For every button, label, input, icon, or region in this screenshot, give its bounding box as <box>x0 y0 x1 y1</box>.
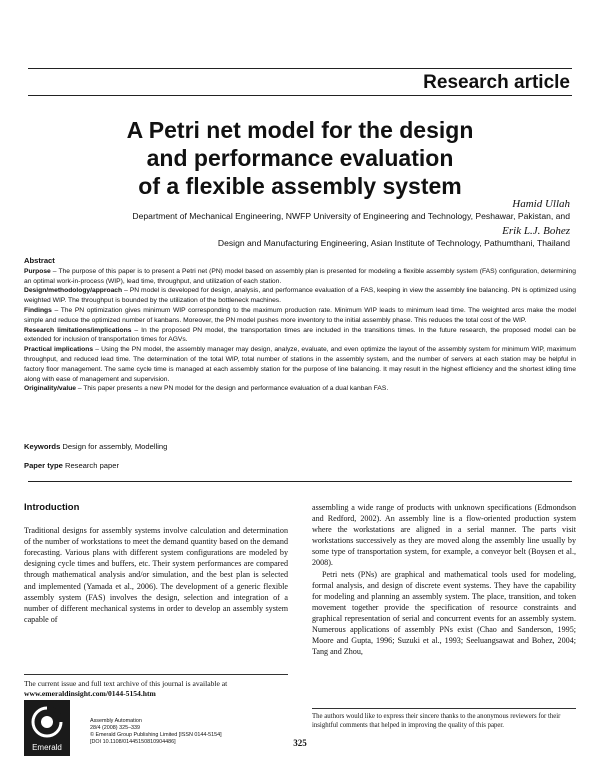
author-affiliation: Department of Mechanical Engineering, NWFP University of Engineering and Technology, Peshawar, Pakistan, and <box>132 211 570 221</box>
journal-archive-note <box>24 674 288 699</box>
body-column-right <box>312 502 576 657</box>
body-paragraph: assembling a wide range of products with unknown specifications (Edmondson and Redford, 2002). An assembly line is a flow-oriented production system where the workstations are aligned in a serial manner. The parts visit workstations successively as they are moved along the assembly line usually by some type of transportation system, for example, a conveyor belt (Boysen et al., 2008). <box>312 503 576 568</box>
journal-info-line: 28/4 (2008) 325–339 <box>90 725 141 731</box>
journal-info-line: Assembly Automation <box>90 718 142 724</box>
header-rule-bottom <box>28 95 572 96</box>
journal-info-line: [DOI 10.1108/01445150810904486] <box>90 739 176 745</box>
abstract-limitations: Research limitations/implications – In the proposed PN model, the transportation times are included in the transitions times. In the future research, the proposed model can be extended for inclusion of transportation times for AGVs. <box>24 326 576 344</box>
title-line: of a flexible assembly system <box>138 173 462 199</box>
section-divider <box>28 481 572 482</box>
abstract <box>24 256 576 394</box>
abstract-methodology: Design/methodology/approach – PN model is developed for design, analysis, and performance evaluation of a FAS, keeping in view the assembly line balancing. PN is optimized using weighted WIP. The throughput is bounded by the utilization of the bottleneck machines. <box>24 287 576 305</box>
abstract-originality: Originality/value – This paper presents a new PN model for the design and performance evaluation of a dual kanban FAS. <box>24 385 389 393</box>
paper-type: Paper type Research paper <box>24 461 119 470</box>
author-name: Erik L.J. Bohez <box>502 225 570 237</box>
abstract-heading: Abstract <box>24 256 55 265</box>
footer-rule <box>24 674 288 675</box>
paper-title <box>100 116 500 200</box>
body-column-left <box>24 502 288 625</box>
body-paragraph: Petri nets (PNs) are graphical and mathematical tools used for modeling, formal analysis, and design of discrete event systems. They have the capability for modeling and planning an assembly system. The place, transition, and token movement together provide the specification of resource constraints and graphical representation of serial and concurrent events for an assembly system. Numerous applications of assembly PNs exist (Chao and Sanderson, 1995; Moore and Gupta, 1996; Suzuki et al., 1993; Seeluangsawat and Bohez, 2004; Tang and Zhou, <box>312 569 576 657</box>
header-rule-top <box>28 68 572 69</box>
keywords: Keywords Design for assembly, Modelling <box>24 442 168 451</box>
journal-info-line: © Emerald Group Publishing Limited [ISSN 0144-5154] <box>90 732 222 738</box>
abstract-findings: Findings – The PN optimization gives minimum WIP corresponding to the maximum production rate. Minimum WIP leads to minimum lead time. The weighted arcs make the model simple and reduce the optimized number of kanbans. Moreover, the PN model pushes more inventory to the initial assembly phase. This reduces the total cost of the WIP. <box>24 306 576 324</box>
abstract-purpose: Purpose – The purpose of this paper is to present a Petri net (PN) model based on assembly plan is presented for modeling a flexible assembly system (FAS) configuration, determining an optimal work-in-process (WIP), lead time, throughput, and utilization of each station. <box>24 267 576 285</box>
emerald-logo-text: Emerald <box>32 743 62 752</box>
title-line: A Petri net model for the design <box>126 117 474 143</box>
acknowledgement <box>312 708 576 730</box>
title-line: and performance evaluation <box>146 145 454 171</box>
journal-url: www.emeraldinsight.com/0144-5154.htm <box>24 689 156 698</box>
author-affiliation: Design and Manufacturing Engineering, Asian Institute of Technology, Pathumthani, Thailand <box>217 238 570 248</box>
section-label: Research article <box>423 72 570 93</box>
footnote-rule <box>312 708 576 709</box>
archive-note: The current issue and full text archive of this journal is available at <box>24 679 228 688</box>
body-paragraph: Traditional designs for assembly systems involve calculation and determination of the number of workstations to meet the demand quantity based on the demand forecasting. Various plans with different system configurations are modeled by designing cycle times and buffers, etc. Their system performances are compared through mathematical analysis and/or simulation, and the best plan is selected and implemented (Yamada et al., 2006). The development of a generic flexible assembly system (FAS) involves the design, selection and integration of a number of different mechanical systems in order to develop an assembly system capable of <box>24 526 288 624</box>
abstract-practical: Practical implications – Using the PN model, the assembly manager may design, analyze, evaluate, and even optimize the layout of the assembly system for minimum WIP, maximum throughput, and reduced lead time. The determination of the total WIP, total number of stations in the assembly system, and the number of servers at each station may be helpful in factory floor management. The same cycle time is managed at each assembly station for the purpose of line balancing. It may result in the highest efficiency and the shortest idling time along with ease of management and supervision. <box>24 346 576 383</box>
author-name: Hamid Ullah <box>512 198 570 210</box>
acknowledgement-text: The authors would like to express their sincere thanks to the anonymous reviewers for their insightful comments that helped in improving the quality of this paper. <box>312 713 561 729</box>
page-number: 325 <box>293 738 307 748</box>
introduction-heading: Introduction <box>24 502 80 513</box>
